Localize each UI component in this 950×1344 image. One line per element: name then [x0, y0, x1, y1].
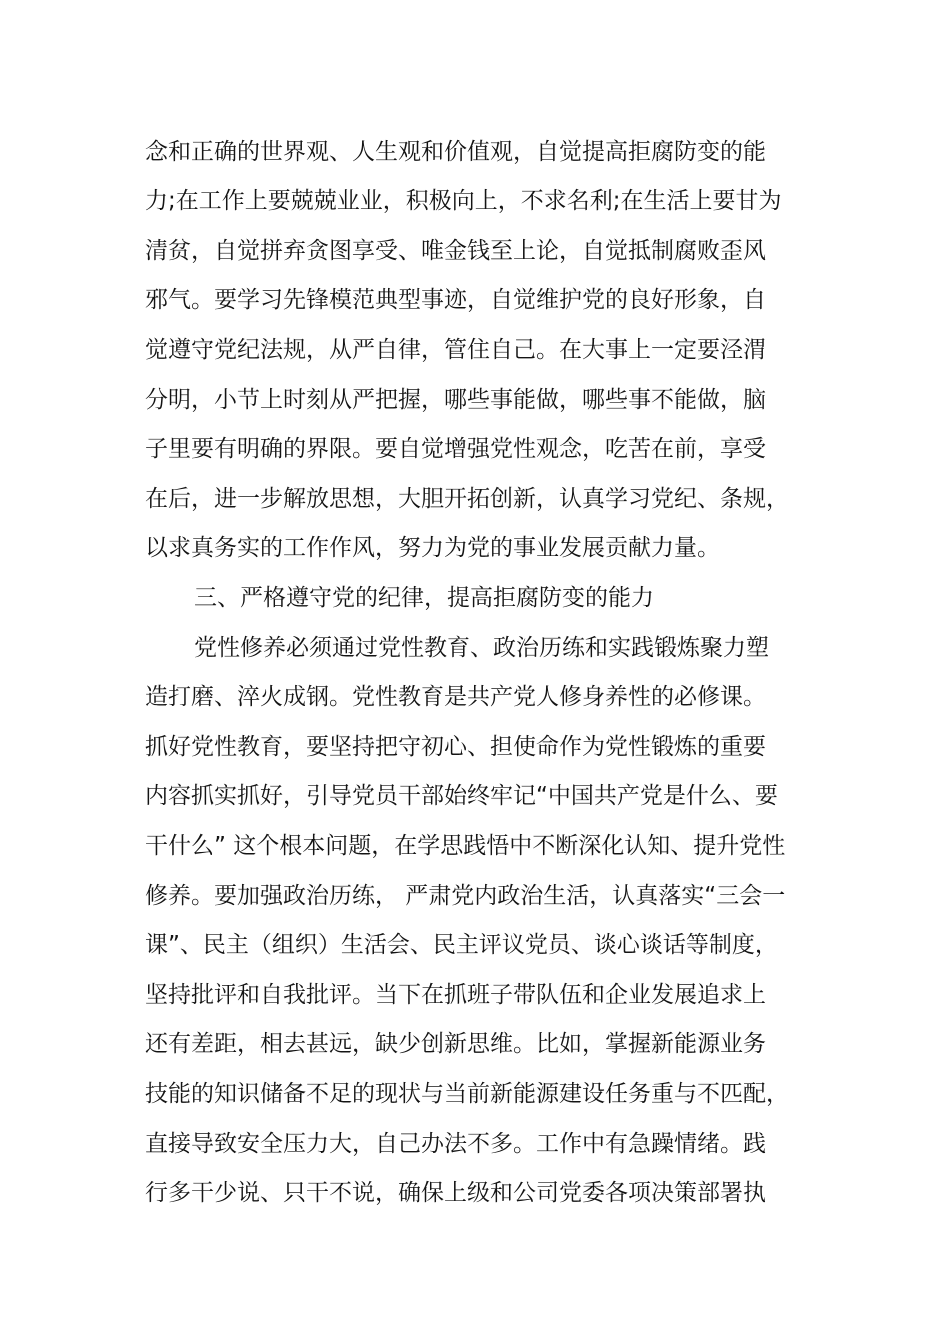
body-text-line: 力;在工作上要兢兢业业，积极向上，不求名利;在生活上要甘为 — [145, 188, 782, 214]
body-text-line: 技能的知识储备不足的现状与当前新能源建设任务重与不匹配， — [145, 1081, 789, 1107]
body-text-line: 内容抓实抓好，引导党员干部始终牢记“中国共产党是什么、要 — [145, 783, 778, 809]
body-text-line: 觉遵守党纪法规，从严自律，管住自己。在大事上一定要泾渭 — [145, 337, 766, 363]
body-text-line: 干什么” 这个根本问题，在学思践悟中不断深化认知、提升党性 — [145, 833, 786, 859]
body-text-line: 以求真务实的工作作风，努力为党的事业发展贡献力量。 — [145, 535, 720, 561]
body-text-line: 清贫，自觉拼弃贪图享受、唯金钱至上论，自觉抵制腐败歪风 — [145, 238, 766, 264]
body-text-line: 坚持批评和自我批评。当下在抓班子带队伍和企业发展追求上 — [145, 982, 766, 1008]
body-text-line: 念和正确的世界观、人生观和价值观，自觉提高拒腐防变的能 — [145, 139, 766, 165]
body-text-line: 还有差距，相去甚远，缺少创新思维。比如，掌握新能源业务 — [145, 1031, 766, 1057]
paragraph-first-line: 党性修养必须通过党性教育、政治历练和实践锻炼聚力塑 — [194, 635, 769, 661]
body-text-line: 造打磨、淬火成钢。党性教育是共产党人修身养性的必修课。 — [145, 684, 766, 710]
body-text-line: 行多干少说、只干不说，确保上级和公司党委各项决策部署执 — [145, 1180, 766, 1206]
body-text-line: 直接导致安全压力大，自己办法不多。工作中有急躁情绪。践 — [145, 1131, 766, 1157]
body-text-line: 在后，进一步解放思想，大胆开拓创新，认真学习党纪、条规， — [145, 486, 789, 512]
body-text-line: 修养。要加强政治历练， 严肃党内政治生活，认真落实“三会一 — [145, 883, 786, 909]
body-text-line: 邪气。要学习先锋模范典型事迹，自觉维护党的良好形象，自 — [145, 287, 766, 313]
body-text-line: 课”、民主（组织）生活会、民主评议党员、谈心谈话等制度， — [145, 932, 778, 958]
body-text-line: 分明，小节上时刻从严把握，哪些事能做，哪些事不能做，脑 — [145, 387, 766, 413]
body-text-line: 抓好党性教育，要坚持把守初心、担使命作为党性锻炼的重要 — [145, 734, 766, 760]
section-heading: 三、严格遵守党的纪律，提高拒腐防变的能力 — [194, 585, 654, 611]
body-text-line: 子里要有明确的界限。要自觉增强党性观念，吃苦在前，享受 — [145, 436, 766, 462]
